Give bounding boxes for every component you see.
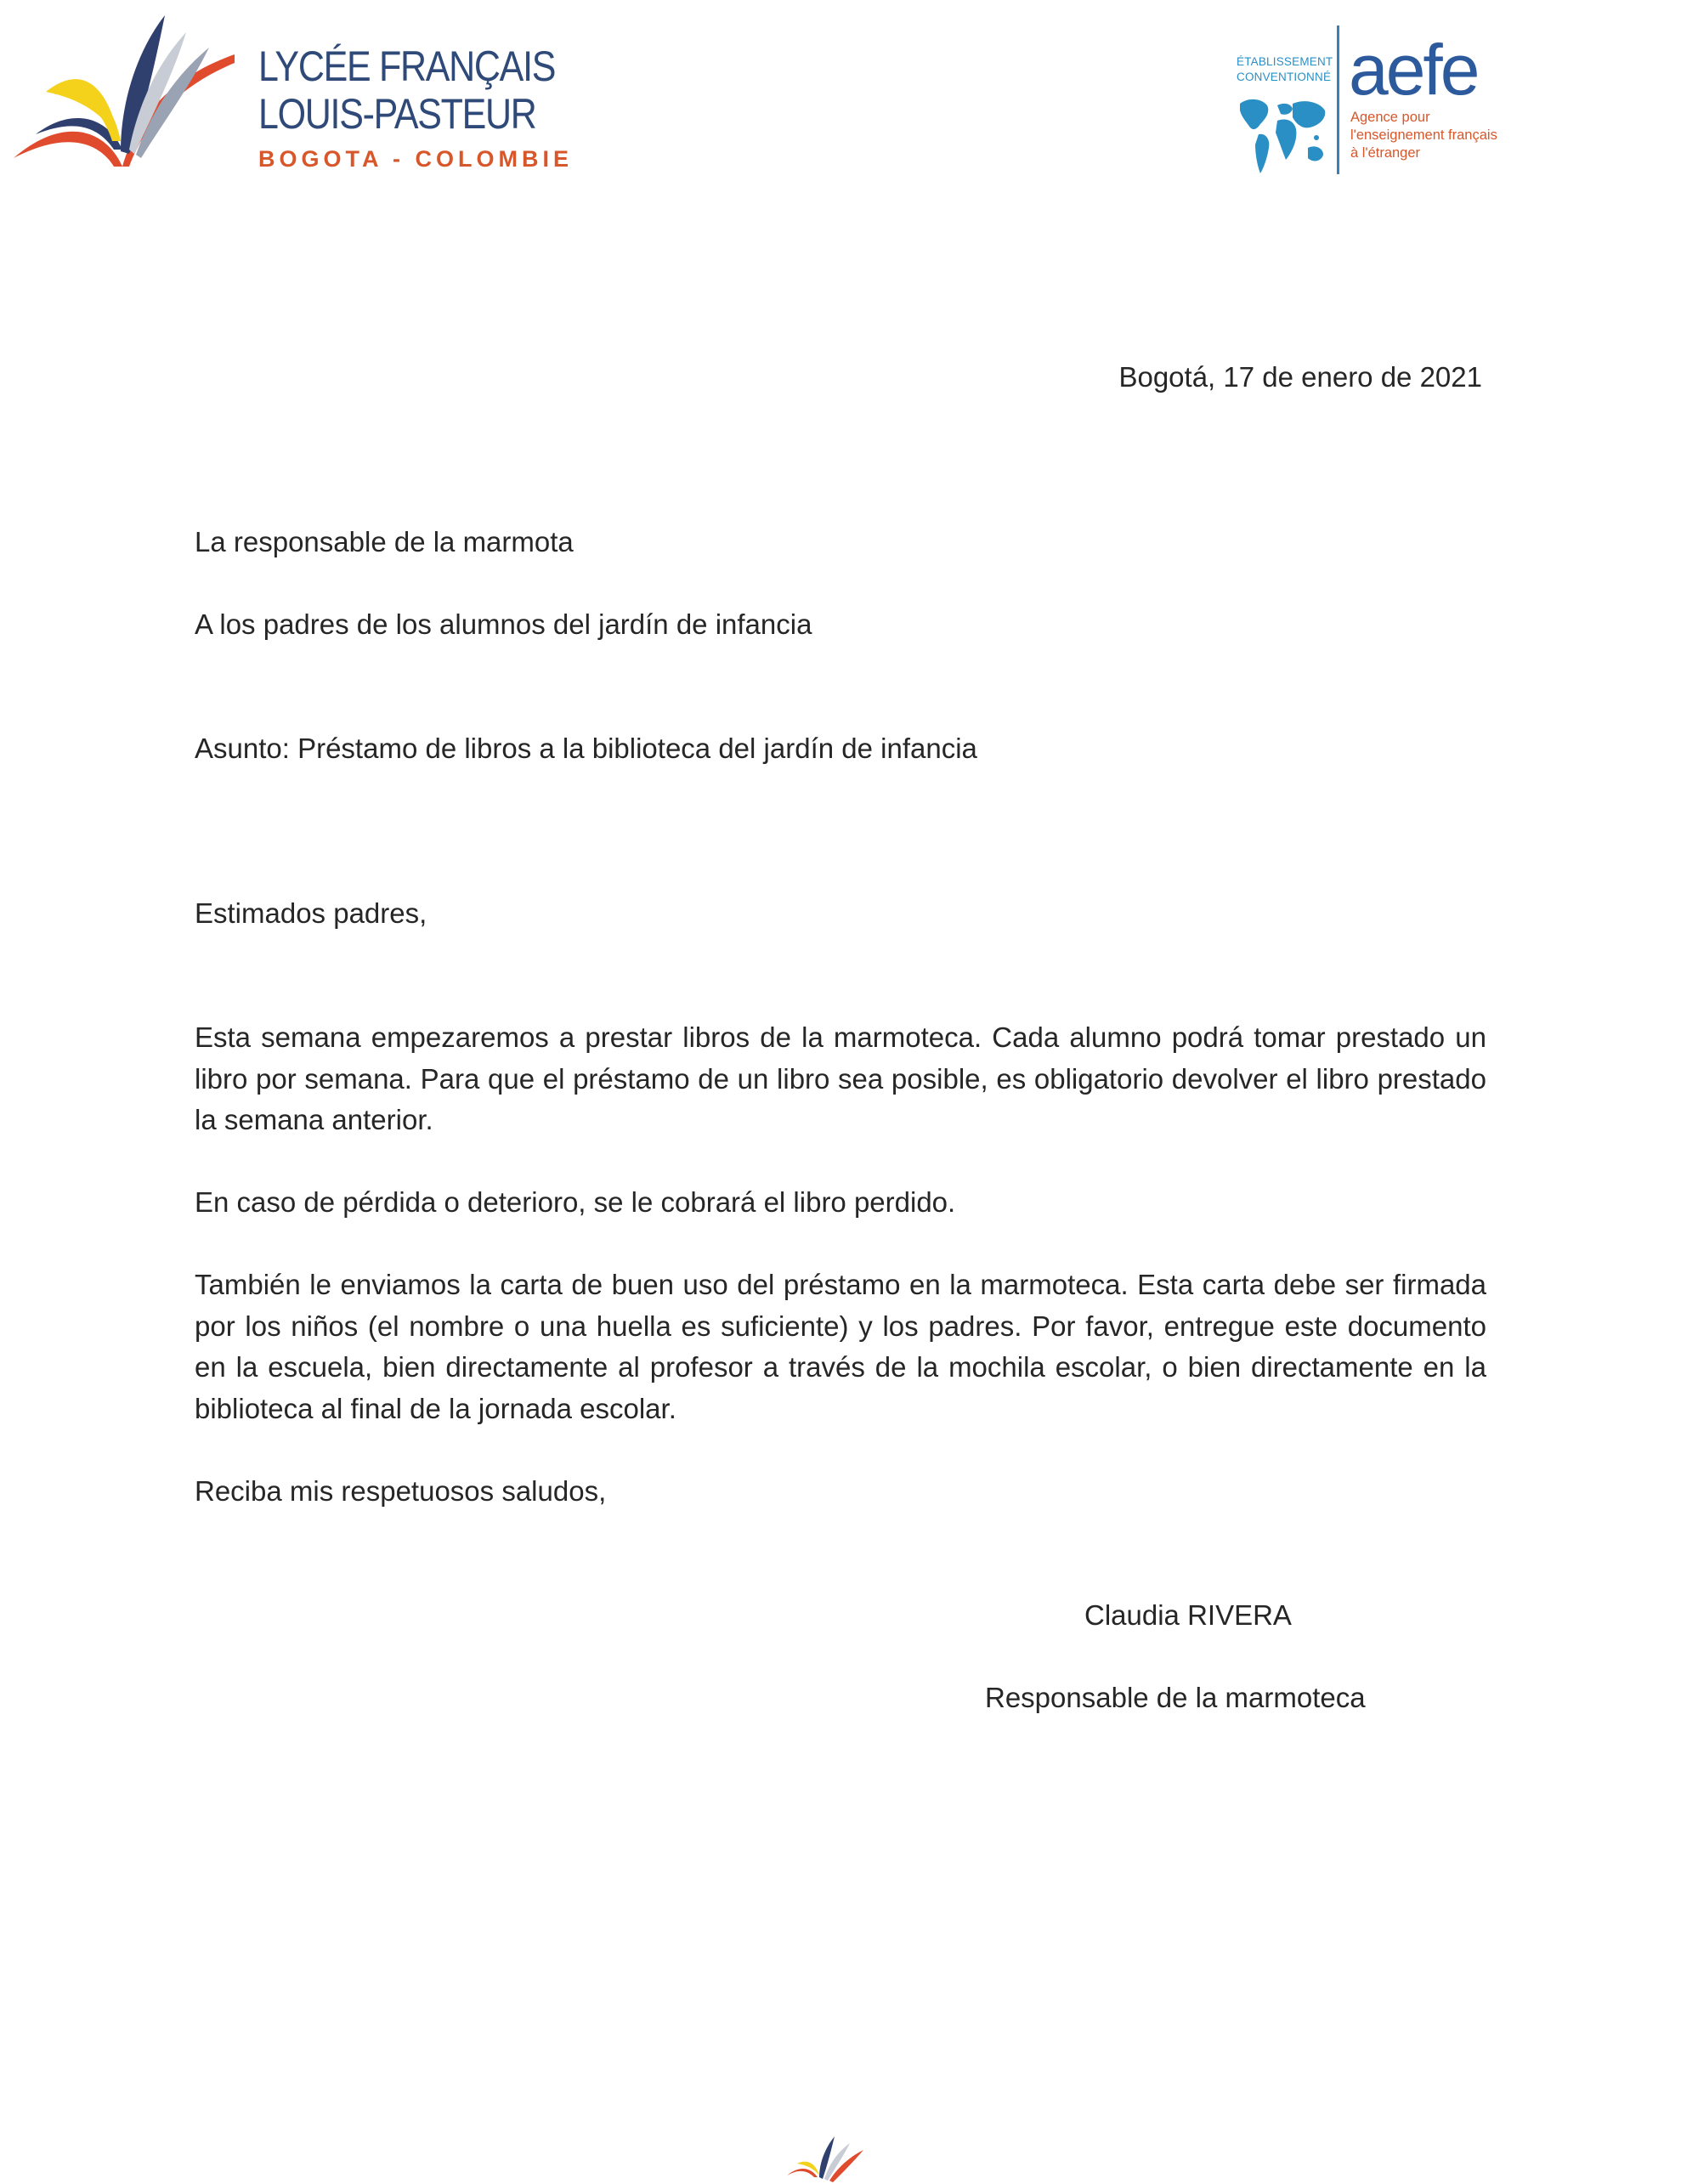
- lycee-name-line-2: LOUIS-PASTEUR: [258, 90, 536, 138]
- lycee-name-line-1: LYCÉE FRANÇAIS: [258, 42, 556, 90]
- aefe-establishment-label: [1237, 54, 1333, 85]
- lycee-francais-logo: [12, 14, 573, 175]
- signature-role: Responsable de la marmoteca: [985, 1682, 1366, 1713]
- aefe-tag-line-3: à l'étranger: [1350, 145, 1421, 161]
- letter-date: Bogotá, 17 de enero de 2021: [1118, 361, 1482, 393]
- letter-paragraph-2: En caso de pérdida o deterioro, se le cobrará el libro perdido.: [195, 1186, 956, 1218]
- letter-subject: Asunto: Préstamo de libros a la biblioteca del jardín de infancia: [195, 733, 977, 764]
- aefe-etab-line-1: ÉTABLISSEMENT: [1237, 55, 1333, 68]
- letter-paragraph-3: También le enviamos la carta de buen uso del préstamo en la marmoteca. Esta carta debe ser firmada por los niños (el nombre o una huella es suficiente) y los padres. Por favor, entregue este documento en la escuela, bien directamente al profesor a través de la mochila escolar, o bien directamente en la biblioteca al final de la jornada escolar.: [195, 1269, 1486, 1424]
- lycee-location: BOGOTA - COLOMBIE: [258, 146, 573, 172]
- world-map-icon: [1237, 92, 1328, 184]
- aefe-tag-line-2: l'enseignement français: [1350, 127, 1497, 143]
- signature-name: Claudia RIVERA: [1084, 1599, 1292, 1631]
- aefe-wordmark: aefe: [1349, 30, 1478, 110]
- book-fan-logo-icon: [12, 14, 241, 175]
- footer-book-logo-icon: [782, 2133, 892, 2184]
- letter-greeting: Estimados padres,: [195, 897, 427, 929]
- aefe-etab-line-2: CONVENTIONNÉ: [1237, 71, 1332, 83]
- aefe-tagline: [1350, 109, 1497, 162]
- letter-closing: Reciba mis respetuosos saludos,: [195, 1475, 607, 1507]
- aefe-logo: [1237, 24, 1497, 177]
- letter-sender: La responsable de la marmota: [195, 526, 574, 557]
- aefe-tag-line-1: Agence pour: [1350, 110, 1430, 125]
- aefe-divider: [1337, 25, 1339, 174]
- lycee-wordmark: [258, 42, 573, 173]
- letter-paragraph-1: Esta semana empezaremos a prestar libros de la marmoteca. Cada alumno podrá tomar prestado un libro por semana. Para que el préstamo de un libro sea posible, es obligatorio devolver el libro prestado la semana anterior.: [195, 1021, 1486, 1135]
- letter-recipient: A los padres de los alumnos del jardín de infancia: [195, 608, 812, 640]
